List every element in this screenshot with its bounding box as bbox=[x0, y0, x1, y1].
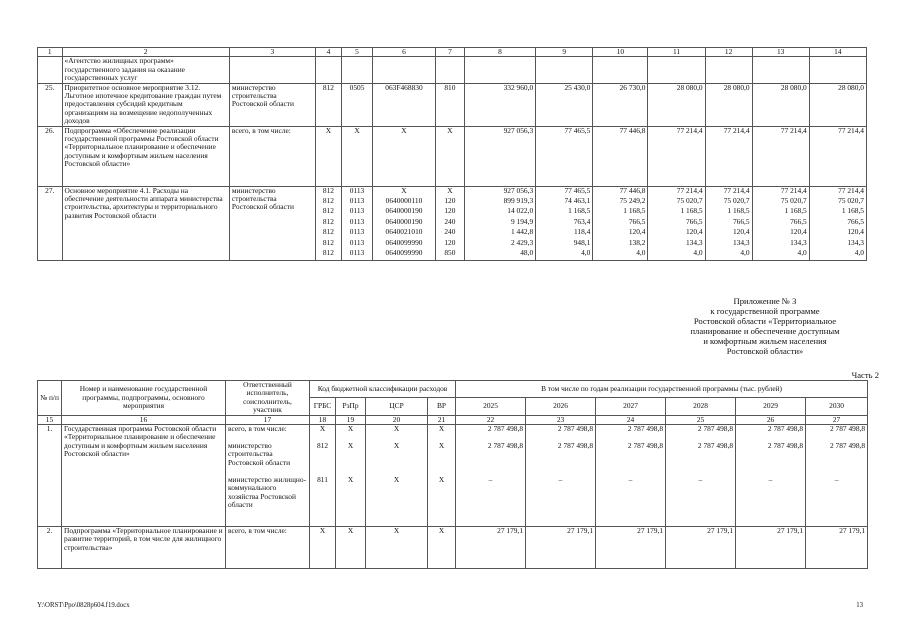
cell-line: 120,4 bbox=[628, 227, 646, 237]
cell-line: – bbox=[488, 475, 493, 485]
cell-v11 bbox=[648, 126, 705, 186]
cell-line: 77 465,5 bbox=[564, 186, 591, 195]
cell-line: 1 168,5 bbox=[784, 206, 807, 216]
cell-v14 bbox=[809, 57, 866, 83]
cell-line: 14 022,0 bbox=[507, 206, 534, 216]
cell-v13 bbox=[752, 57, 809, 83]
cell-line: Х bbox=[325, 126, 332, 135]
row-num: 25. bbox=[38, 83, 63, 126]
cell-line: 0113 bbox=[349, 227, 365, 237]
column-number-row bbox=[38, 415, 868, 424]
cell-line: 766,5 bbox=[790, 216, 807, 226]
cell-line: 240 bbox=[444, 227, 456, 237]
cell-v9 bbox=[536, 126, 593, 186]
cell-vr bbox=[436, 126, 465, 186]
cell-line: 0640000110 bbox=[385, 196, 423, 206]
cell-line: 2 429,3 bbox=[510, 237, 534, 247]
header-year: 2028 bbox=[666, 398, 736, 415]
cell-v13 bbox=[752, 126, 809, 186]
table-row bbox=[38, 186, 867, 260]
cell-v14 bbox=[809, 186, 866, 260]
cell-line: 134,3 bbox=[685, 237, 703, 247]
table-part-2 bbox=[37, 380, 868, 569]
cell-line: 0640000190 bbox=[385, 216, 423, 226]
row-name: Государственная программа Ростовской области «Территориальное планирование и обеспечение доступным и комфортным жильем населения Ростовской области» bbox=[62, 425, 226, 527]
cell-line: 120,4 bbox=[847, 227, 864, 237]
cell-line: 899 919,3 bbox=[503, 196, 534, 206]
cell-line: 766,5 bbox=[685, 216, 703, 226]
cell-line: Х bbox=[393, 424, 400, 434]
cell-line: 2 787 498,8 bbox=[829, 424, 866, 434]
column-number: 19 bbox=[336, 415, 366, 424]
cell-v9 bbox=[536, 83, 593, 126]
cell-v12 bbox=[705, 57, 752, 83]
cell-line: 0113 bbox=[349, 196, 365, 206]
row-num: 27. bbox=[38, 186, 63, 260]
cell-vr: Х bbox=[428, 527, 456, 569]
cell-value bbox=[456, 425, 526, 527]
column-number: 4 bbox=[315, 48, 342, 57]
header-year: 2027 bbox=[596, 398, 666, 415]
cell-grbs bbox=[315, 83, 342, 126]
cell-line: 063F468830 bbox=[385, 83, 423, 92]
cell-line: Х bbox=[393, 441, 400, 451]
cell-line: 1 168,5 bbox=[568, 206, 591, 216]
cell-rzpr bbox=[342, 83, 373, 126]
column-number: 6 bbox=[372, 48, 435, 57]
cell-line: 812 bbox=[322, 206, 334, 216]
cell-line: Х bbox=[393, 475, 400, 485]
cell-v11 bbox=[648, 57, 705, 83]
cell-line: 0640021010 bbox=[385, 227, 423, 237]
cell-vr bbox=[428, 425, 456, 527]
header-row bbox=[38, 381, 868, 398]
row-num: 2. bbox=[38, 527, 62, 569]
exec-line: всего, в том числе: bbox=[228, 424, 287, 434]
cell-grbs bbox=[315, 186, 342, 260]
cell-line bbox=[650, 57, 702, 67]
header-csr: ЦСР bbox=[366, 398, 428, 415]
column-number: 11 bbox=[648, 48, 705, 57]
column-number: 17 bbox=[226, 415, 310, 424]
cell-line: 26 730,0 bbox=[619, 83, 646, 92]
cell-line: 948,1 bbox=[573, 237, 591, 247]
cell-line: 0505 bbox=[349, 83, 365, 92]
cell-rzpr bbox=[342, 126, 373, 186]
cell-line bbox=[344, 57, 370, 67]
row-name: Подпрограмма «Территориальное планирование и развитие территорий, в том числе для жилищного строительства» bbox=[62, 527, 226, 569]
column-number: 24 bbox=[596, 415, 666, 424]
cell-value bbox=[666, 425, 736, 527]
cell-line: Х bbox=[401, 126, 407, 135]
cell-line: Х bbox=[347, 424, 354, 434]
appendix-line: Приложение № 3 bbox=[733, 296, 797, 306]
cell-value bbox=[736, 425, 806, 527]
cell-line: 4,0 bbox=[797, 248, 807, 257]
cell-line: 1 168,5 bbox=[680, 206, 703, 216]
cell-line: 927 056,3 bbox=[503, 186, 534, 195]
cell-line: 120 bbox=[444, 206, 456, 216]
cell-value: 27 179,1 bbox=[736, 527, 806, 569]
cell-line: Х bbox=[447, 126, 453, 135]
cell-line: 0113 bbox=[349, 248, 365, 257]
cell-line: 48,0 bbox=[520, 248, 534, 257]
column-number: 7 bbox=[436, 48, 465, 57]
cell-line: 77 214,4 bbox=[838, 126, 864, 135]
cell-csr: Х bbox=[366, 527, 428, 569]
cell-line bbox=[538, 57, 590, 67]
cell-line: 332 960,0 bbox=[503, 83, 534, 92]
header-rzpr: РзПр bbox=[336, 398, 366, 415]
cell-line: 2 787 498,8 bbox=[627, 424, 664, 434]
cell-line: 77 214,4 bbox=[780, 186, 807, 195]
cell-value: 27 179,1 bbox=[666, 527, 736, 569]
cell-line: – bbox=[698, 475, 703, 485]
cell-line: Х bbox=[447, 186, 453, 195]
cell-value bbox=[806, 425, 868, 527]
header-grbs: ГРБС bbox=[310, 398, 336, 415]
cell-v14 bbox=[809, 126, 866, 186]
cell-v11 bbox=[648, 186, 705, 260]
cell-line: 77 465,5 bbox=[564, 126, 591, 135]
cell-line: 812 bbox=[322, 186, 334, 195]
cell-rzpr bbox=[336, 425, 366, 527]
cell-v8 bbox=[464, 186, 535, 260]
cell-line: 0640099990 bbox=[385, 248, 423, 257]
cell-csr bbox=[372, 57, 435, 83]
column-number: 16 bbox=[62, 415, 226, 424]
table-continuation bbox=[37, 47, 867, 261]
cell-line bbox=[755, 57, 807, 67]
cell-line: 77 446,8 bbox=[619, 126, 646, 135]
cell-line: 28 080,0 bbox=[780, 83, 807, 92]
cell-line: 138,2 bbox=[628, 237, 646, 247]
cell-line: 763,4 bbox=[573, 216, 591, 226]
cell-line: 2 787 498,8 bbox=[767, 424, 804, 434]
cell-line: 812 bbox=[322, 196, 334, 206]
header-year: 2026 bbox=[526, 398, 596, 415]
cell-line: 4,0 bbox=[740, 248, 750, 257]
cell-v8 bbox=[464, 126, 535, 186]
cell-line: 77 214,4 bbox=[723, 126, 750, 135]
row-name: Приоритетное основное мероприятие 3.12. Льготное ипотечное кредитование граждан путем предоставления субсидий кредитным организациям на возмещение недополученных доходов bbox=[62, 83, 229, 126]
header-num: № п/п bbox=[38, 381, 62, 416]
cell-line: 2 787 498,8 bbox=[697, 424, 734, 434]
cell-line: 25 430,0 bbox=[564, 83, 591, 92]
cell-line: 75 020,7 bbox=[723, 196, 750, 206]
cell-v8 bbox=[464, 83, 535, 126]
cell-line bbox=[467, 57, 533, 67]
cell-line: 810 bbox=[444, 83, 456, 92]
cell-line: – bbox=[558, 475, 563, 485]
cell-rzpr: Х bbox=[336, 527, 366, 569]
cell-line: 766,5 bbox=[732, 216, 750, 226]
appendix-line: Ростовской области «Территориальное bbox=[693, 316, 837, 326]
cell-line: 2 787 498,8 bbox=[697, 441, 734, 451]
cell-vr bbox=[436, 57, 465, 83]
cell-line: 118,4 bbox=[573, 227, 591, 237]
cell-line: 0640000190 bbox=[385, 206, 423, 216]
cell-line: 0113 bbox=[349, 216, 365, 226]
cell-csr bbox=[366, 425, 428, 527]
cell-value: 27 179,1 bbox=[526, 527, 596, 569]
exec-line: министерство строительства Ростовской области bbox=[228, 441, 291, 467]
cell-line: Х bbox=[438, 475, 445, 485]
cell-line: 28 080,0 bbox=[676, 83, 703, 92]
cell-line: 850 bbox=[444, 248, 456, 257]
cell-v14 bbox=[809, 83, 866, 126]
row-exec: всего, в том числе: bbox=[226, 527, 310, 569]
cell-v12 bbox=[705, 186, 752, 260]
table-row bbox=[38, 425, 868, 527]
cell-grbs: Х bbox=[310, 527, 336, 569]
column-number: 10 bbox=[593, 48, 648, 57]
cell-v8 bbox=[464, 57, 535, 83]
column-number: 8 bbox=[464, 48, 535, 57]
column-number: 9 bbox=[536, 48, 593, 57]
column-number: 25 bbox=[666, 415, 736, 424]
cell-line: 2 787 498,8 bbox=[487, 441, 524, 451]
row-exec: министерство строительства Ростовской области bbox=[229, 83, 315, 126]
cell-line: 2 787 498,8 bbox=[627, 441, 664, 451]
cell-line: 74 463,1 bbox=[564, 196, 591, 206]
table-row bbox=[38, 527, 868, 569]
cell-line: Х bbox=[347, 441, 354, 451]
column-number: 23 bbox=[526, 415, 596, 424]
cell-line bbox=[318, 57, 340, 67]
cell-value bbox=[596, 425, 666, 527]
cell-line: – bbox=[628, 475, 633, 485]
column-number: 13 bbox=[752, 48, 809, 57]
cell-line: – bbox=[834, 475, 839, 485]
cell-grbs bbox=[310, 425, 336, 527]
row-num: 1. bbox=[38, 425, 62, 527]
appendix-line: планирование и обеспечение доступным bbox=[690, 326, 840, 336]
footer-file-path: Y:\ORST\Ppo\0828p604.f19.docx bbox=[37, 602, 130, 609]
header-year: 2029 bbox=[736, 398, 806, 415]
row-exec: министерство строительства Ростовской области bbox=[229, 186, 315, 260]
column-number: 15 bbox=[38, 415, 62, 424]
cell-line: 77 214,4 bbox=[676, 126, 703, 135]
header-year: 2030 bbox=[806, 398, 868, 415]
cell-line: 28 080,0 bbox=[723, 83, 750, 92]
row-name: «Агентство жилищных программ» государственного задания на оказание государственных услуг bbox=[62, 57, 229, 83]
column-number: 18 bbox=[310, 415, 336, 424]
column-number: 26 bbox=[736, 415, 806, 424]
cell-csr bbox=[372, 126, 435, 186]
header-name: Номер и наименование государственной программы, подпрограммы, основного мероприятия bbox=[62, 381, 226, 416]
appendix-line: и комфортным жильем населения bbox=[703, 336, 827, 346]
cell-line: 2 787 498,8 bbox=[829, 441, 866, 451]
appendix-line: Ростовской области» bbox=[726, 346, 804, 356]
cell-line: 134,3 bbox=[732, 237, 750, 247]
row-name: Подпрограмма «Обеспечение реализации государственной программы Ростовской области «Территориальное планирование и обеспечение доступным и комфортным жильем населения Ростовской области» bbox=[62, 126, 229, 186]
cell-line: 4,0 bbox=[854, 248, 864, 257]
column-number: 5 bbox=[342, 48, 373, 57]
column-number: 22 bbox=[456, 415, 526, 424]
cell-line: 120,4 bbox=[685, 227, 703, 237]
cell-grbs bbox=[315, 57, 342, 83]
cell-line: 120,4 bbox=[732, 227, 750, 237]
column-number: 21 bbox=[428, 415, 456, 424]
cell-line: 4,0 bbox=[581, 248, 591, 257]
cell-line: 134,3 bbox=[790, 237, 807, 247]
cell-v10 bbox=[593, 57, 648, 83]
row-exec bbox=[229, 57, 315, 83]
cell-csr bbox=[372, 83, 435, 126]
cell-line bbox=[812, 57, 864, 67]
cell-line: 0113 bbox=[349, 206, 365, 216]
appendix-line: к государственной программе bbox=[710, 306, 820, 316]
cell-value: 27 179,1 bbox=[596, 527, 666, 569]
cell-line: 2 787 498,8 bbox=[767, 441, 804, 451]
column-number: 12 bbox=[705, 48, 752, 57]
cell-line: 0640099990 bbox=[385, 237, 423, 247]
cell-line bbox=[708, 57, 750, 67]
cell-v13 bbox=[752, 83, 809, 126]
header-code: Код бюджетной классификации расходов bbox=[310, 381, 456, 398]
cell-line: 75 249,2 bbox=[619, 196, 646, 206]
page-number: 13 bbox=[856, 602, 863, 609]
column-number: 27 bbox=[806, 415, 868, 424]
cell-line: 812 bbox=[322, 83, 334, 92]
row-exec bbox=[226, 425, 310, 527]
cell-v13 bbox=[752, 186, 809, 260]
cell-line: 812 bbox=[322, 248, 334, 257]
cell-line: 77 214,4 bbox=[676, 186, 703, 195]
cell-v10 bbox=[593, 83, 648, 126]
cell-v12 bbox=[705, 83, 752, 126]
cell-line bbox=[375, 57, 433, 67]
cell-line: 766,5 bbox=[847, 216, 864, 226]
cell-vr bbox=[436, 186, 465, 260]
cell-line: Х bbox=[438, 424, 445, 434]
cell-line: 766,5 bbox=[628, 216, 646, 226]
cell-line: 75 020,7 bbox=[780, 196, 807, 206]
row-num: 26. bbox=[38, 126, 63, 186]
cell-line: 28 080,0 bbox=[838, 83, 864, 92]
cell-line: 1 168,5 bbox=[623, 206, 646, 216]
cell-grbs bbox=[315, 126, 342, 186]
cell-v12 bbox=[705, 126, 752, 186]
cell-line: 0113 bbox=[349, 237, 365, 247]
cell-line: Х bbox=[319, 424, 326, 434]
cell-line: 812 bbox=[322, 216, 334, 226]
row-num bbox=[38, 57, 63, 83]
cell-line: 2 787 498,8 bbox=[487, 424, 524, 434]
cell-line: 120,4 bbox=[790, 227, 807, 237]
cell-line: 4,0 bbox=[636, 248, 646, 257]
cell-line bbox=[595, 57, 645, 67]
cell-line: 77 446,8 bbox=[619, 186, 646, 195]
header-vr: ВР bbox=[428, 398, 456, 415]
table-row bbox=[38, 83, 867, 126]
cell-line: 0113 bbox=[349, 186, 365, 195]
cell-vr bbox=[436, 83, 465, 126]
row-name: Основное мероприятие 4.1. Расходы на обеспечение деятельности аппарата министерства строительства, архитектуры и территориального развития Ростовской области bbox=[62, 186, 229, 260]
cell-line bbox=[438, 57, 462, 67]
cell-line: 77 214,4 bbox=[780, 126, 807, 135]
cell-rzpr bbox=[342, 186, 373, 260]
cell-line: 77 214,4 bbox=[723, 186, 750, 195]
cell-v11 bbox=[648, 83, 705, 126]
column-number: 3 bbox=[229, 48, 315, 57]
column-number: 14 bbox=[809, 48, 866, 57]
cell-v10 bbox=[593, 186, 648, 260]
cell-line: 2 787 498,8 bbox=[557, 441, 594, 451]
appendix-heading bbox=[640, 296, 890, 356]
cell-v9 bbox=[536, 57, 593, 83]
column-number-row bbox=[38, 48, 867, 57]
header-year: 2025 bbox=[456, 398, 526, 415]
cell-line: 75 020,7 bbox=[676, 196, 703, 206]
cell-line: 812 bbox=[322, 227, 334, 237]
column-number: 1 bbox=[38, 48, 63, 57]
cell-line: Х bbox=[347, 475, 354, 485]
cell-line: 812 bbox=[316, 441, 329, 451]
cell-line: 9 194,9 bbox=[510, 216, 534, 226]
cell-value: 27 179,1 bbox=[456, 527, 526, 569]
cell-value: 27 179,1 bbox=[806, 527, 868, 569]
cell-csr bbox=[372, 186, 435, 260]
cell-line: Х bbox=[438, 441, 445, 451]
header-years: В том числе по годам реализации государственной программы (тыс. рублей) bbox=[456, 381, 868, 398]
cell-line: Х bbox=[401, 186, 407, 195]
cell-line: 75 020,7 bbox=[838, 196, 864, 206]
column-number: 20 bbox=[366, 415, 428, 424]
table-row bbox=[38, 126, 867, 186]
cell-value bbox=[526, 425, 596, 527]
part-label: Часть 2 bbox=[851, 370, 879, 380]
cell-line: 120 bbox=[444, 196, 456, 206]
exec-line: министерство жилищно-коммунального хозяйства Ростовской области bbox=[228, 475, 307, 510]
cell-line: – bbox=[768, 475, 773, 485]
cell-line: 77 214,4 bbox=[838, 186, 864, 195]
column-number: 2 bbox=[62, 48, 229, 57]
cell-line: 120 bbox=[444, 237, 456, 247]
cell-line: 134,3 bbox=[847, 237, 864, 247]
cell-v9 bbox=[536, 186, 593, 260]
table-row bbox=[38, 57, 867, 83]
cell-line: 4,0 bbox=[693, 248, 703, 257]
cell-line: 2 787 498,8 bbox=[557, 424, 594, 434]
cell-line: Х bbox=[354, 126, 360, 135]
cell-line: 240 bbox=[444, 216, 456, 226]
cell-line: 1 442,8 bbox=[510, 227, 534, 237]
cell-line: 1 168,5 bbox=[841, 206, 864, 216]
cell-v10 bbox=[593, 126, 648, 186]
row-exec: всего, в том числе: bbox=[229, 126, 315, 186]
cell-line: 812 bbox=[322, 237, 334, 247]
header-exec: Ответственный исполнитель, соисполнитель, участник bbox=[226, 381, 310, 416]
cell-line: 811 bbox=[317, 475, 328, 485]
cell-line: 927 056,3 bbox=[503, 126, 534, 135]
cell-line: 1 168,5 bbox=[727, 206, 750, 216]
cell-rzpr bbox=[342, 57, 373, 83]
